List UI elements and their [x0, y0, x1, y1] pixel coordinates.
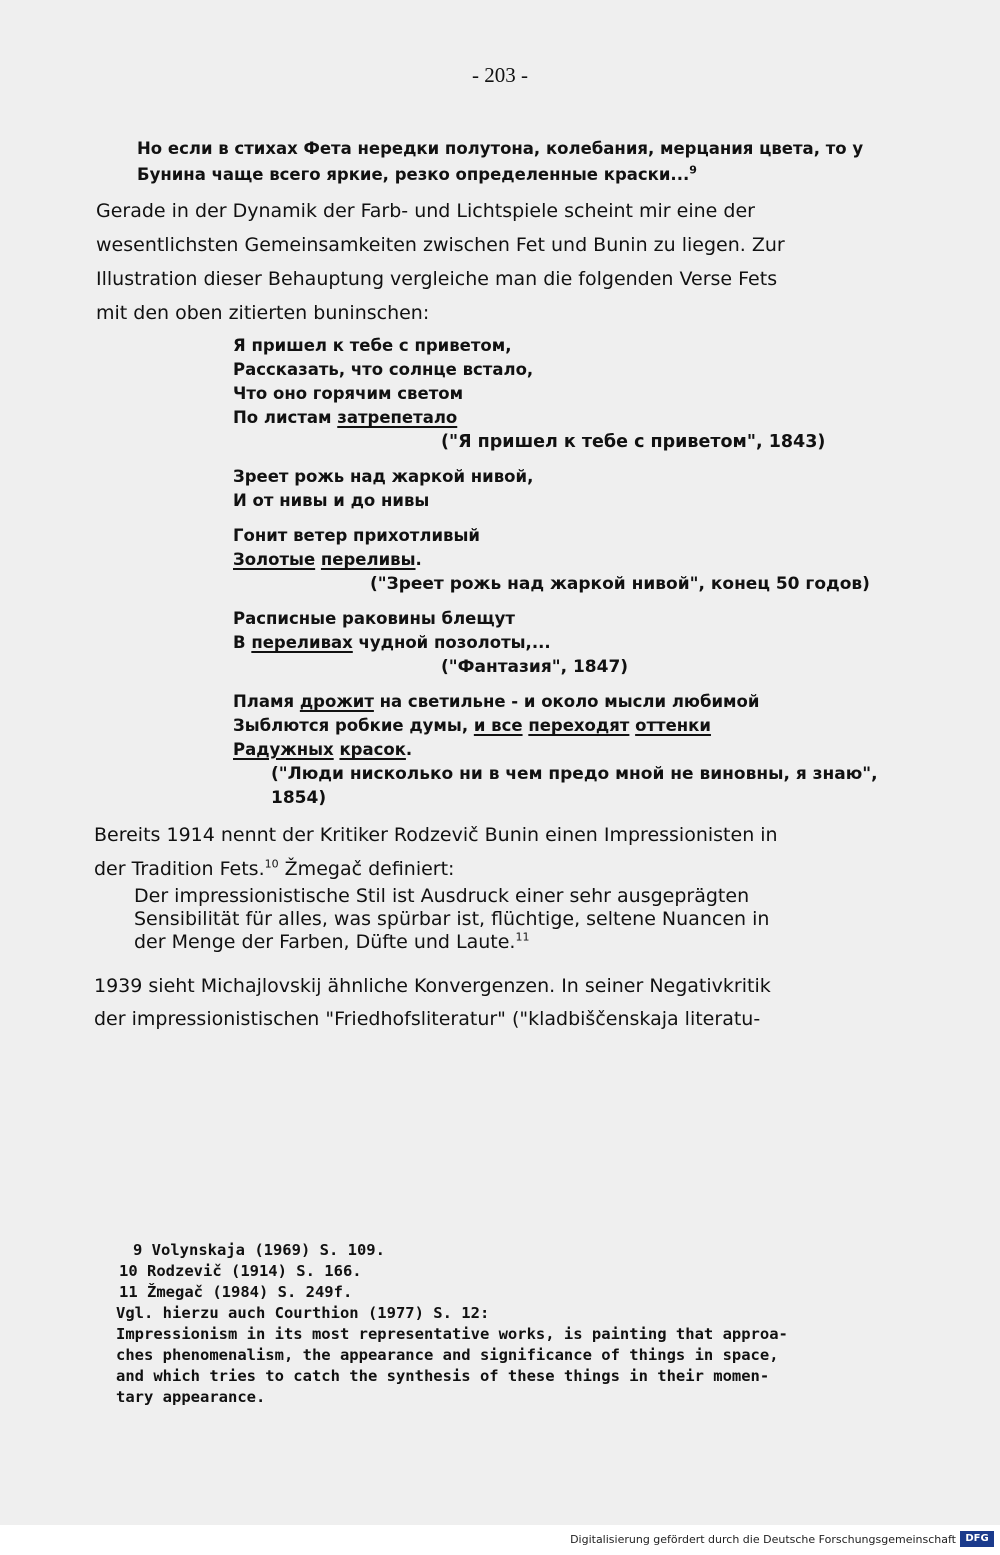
poem-1-underlined-word: затрепетало [337, 408, 458, 427]
poem-3-line-1: Гонит ветер прихотливый [233, 526, 480, 545]
dfg-logo-icon: DFG [960, 1531, 994, 1547]
poem-4-source: ("Фантазия", 1847) [441, 657, 629, 677]
zmegac-quote-line-3 [134, 931, 894, 954]
poem-3-underlined-1: Золотые [233, 550, 316, 569]
poem-3-source: ("Зреет рожь над жаркой нивой", конец 50 годов) [370, 574, 870, 594]
footer-bar [0, 1525, 1000, 1555]
poem-5-source-line-2: 1854) [271, 788, 327, 808]
poem-1 [233, 334, 825, 454]
paragraph-2-line-2-b: Žmegač definiert: [278, 858, 455, 880]
poem-5-line-3 [233, 738, 878, 762]
zmegac-quote-line-1: Der impressionistische Stil ist Ausdruck einer sehr ausgeprägten [134, 885, 750, 907]
poem-5-line-1-a: Пламя [233, 692, 300, 711]
poem-5-underlined-4: оттенки [635, 716, 711, 735]
poem-1-source: ("Я пришел к тебе с приветом", 1843) [441, 432, 826, 452]
footnote-9: 9 Volynskaja (1969) S. 109. [133, 1241, 385, 1259]
poem-3 [233, 524, 870, 596]
poem-1-line-2: Рассказать, что солнце встало, [233, 360, 534, 379]
zmegac-quote-line-2: Sensibilität für alles, was spürbar ist, flüchtige, seltene Nuancen in [134, 908, 770, 930]
courthion-line-2: ches phenomenalism, the appearance and significance of things in space, [116, 1346, 779, 1364]
fet-quote-line-2-text: Бунина чаще всего яркие, резко определенные краски... [137, 165, 690, 184]
poem-2-line-2: И от нивы и до нивы [233, 491, 430, 510]
paragraph-1-line-2: wesentlichsten Gemeinsamkeiten zwischen Fet und Bunin zu liegen. Zur [96, 234, 785, 256]
poem-5-underlined-3: переходят [528, 716, 630, 735]
poem-5-line-2 [233, 714, 878, 738]
poem-1-line-4-a: По листам [233, 408, 338, 427]
footnotes [116, 1240, 899, 1408]
paragraph-1-line-4: mit den oben zitierten buninschen: [96, 302, 430, 324]
courthion-line-1: Impressionism in its most representative works, is painting that approa- [116, 1325, 788, 1343]
fet-quote [137, 136, 897, 188]
poem-1-line-4 [233, 406, 825, 430]
footnote-ref-11: 11 [515, 930, 530, 944]
fet-quote-line-2 [137, 162, 897, 188]
poem-2 [233, 465, 533, 513]
footnote-11: 11 Žmegač (1984) S. 249f. [119, 1283, 353, 1301]
fet-quote-line-1: Но если в стихах Фета нередки полутона, колебания, мерцания цвета, то у [137, 139, 864, 158]
poem-2-line-1: Зреет рожь над жаркой нивой, [233, 467, 534, 486]
paragraph-2 [94, 818, 894, 886]
paragraph-3-line-1: 1939 sieht Michajlovskij ähnliche Konvergenzen. In seiner Negativkritik [94, 975, 771, 997]
paragraph-3-line-2: der impressionistischen "Friedhofsliteratur" ("kladbiščenskaja literatu- [94, 1008, 761, 1030]
poem-5-line-1-c: на светильне - и около мысли любимой [373, 692, 760, 711]
courthion-line-3: and which tries to catch the synthesis of these things in their momen- [116, 1367, 770, 1385]
poem-3-line-2 [233, 548, 870, 572]
poem-4-line-2 [233, 631, 628, 655]
footnote-10: 10 Rodzevič (1914) S. 166. [119, 1262, 362, 1280]
poem-3-line-2-end: . [415, 550, 422, 569]
paragraph-1-line-1: Gerade in der Dynamik der Farb- und Lichtspiele scheint mir eine der [96, 200, 755, 222]
paragraph-3 [94, 970, 894, 1036]
poem-5-underlined-6: красок [339, 740, 406, 759]
paragraph-2-line-2-a: der Tradition Fets. [94, 858, 265, 880]
zmegac-quote-line-3-text: der Menge der Farben, Düfte und Laute. [134, 931, 516, 953]
footnote-ref-10: 10 [264, 857, 279, 871]
poem-1-line-1: Я пришел к тебе с приветом, [233, 336, 512, 355]
footer-credit: Digitalisierung gefördert durch die Deutsche Forschungsgemeinschaft [570, 1533, 956, 1546]
poem-5-line-1 [233, 690, 878, 714]
poem-5 [233, 690, 878, 810]
poem-4-line-2-a: В [233, 633, 252, 652]
poem-4-underlined-word: переливах [251, 633, 353, 652]
poem-1-line-3: Что оно горячим светом [233, 384, 464, 403]
paragraph-2-line-2 [94, 852, 894, 886]
poem-3-underlined-2: переливы [320, 550, 416, 569]
poem-5-underlined-2: и все [473, 716, 523, 735]
poem-4-line-1: Расписные раковины блещут [233, 609, 515, 628]
poem-5-underlined-1: дрожит [299, 692, 374, 711]
paragraph-1 [96, 194, 896, 330]
poem-5-underlined-5: Радужных [233, 740, 334, 759]
poem-5-source-line-1: ("Люди нисколько ни в чем предо мной не виновны, я знаю", [271, 764, 878, 784]
poem-5-line-2-a: Зыблются робкие думы, [233, 716, 474, 735]
poem-4 [233, 607, 628, 679]
footnote-ref-9: 9 [689, 163, 697, 177]
paragraph-2-line-1: Bereits 1914 nennt der Kritiker Rodzevič Bunin einen Impressionisten in [94, 824, 778, 846]
footnote-vgl: Vgl. hierzu auch Courthion (1977) S. 12: [116, 1304, 490, 1322]
page-number: - 203 - [472, 63, 528, 87]
paragraph-1-line-3: Illustration dieser Behauptung vergleiche man die folgenden Verse Fets [96, 268, 778, 290]
poem-5-line-3-end: . [405, 740, 413, 759]
poem-4-line-2-c: чудной позолоты,... [352, 633, 551, 652]
courthion-line-4: tary appearance. [116, 1388, 266, 1406]
zmegac-quote [134, 885, 894, 954]
